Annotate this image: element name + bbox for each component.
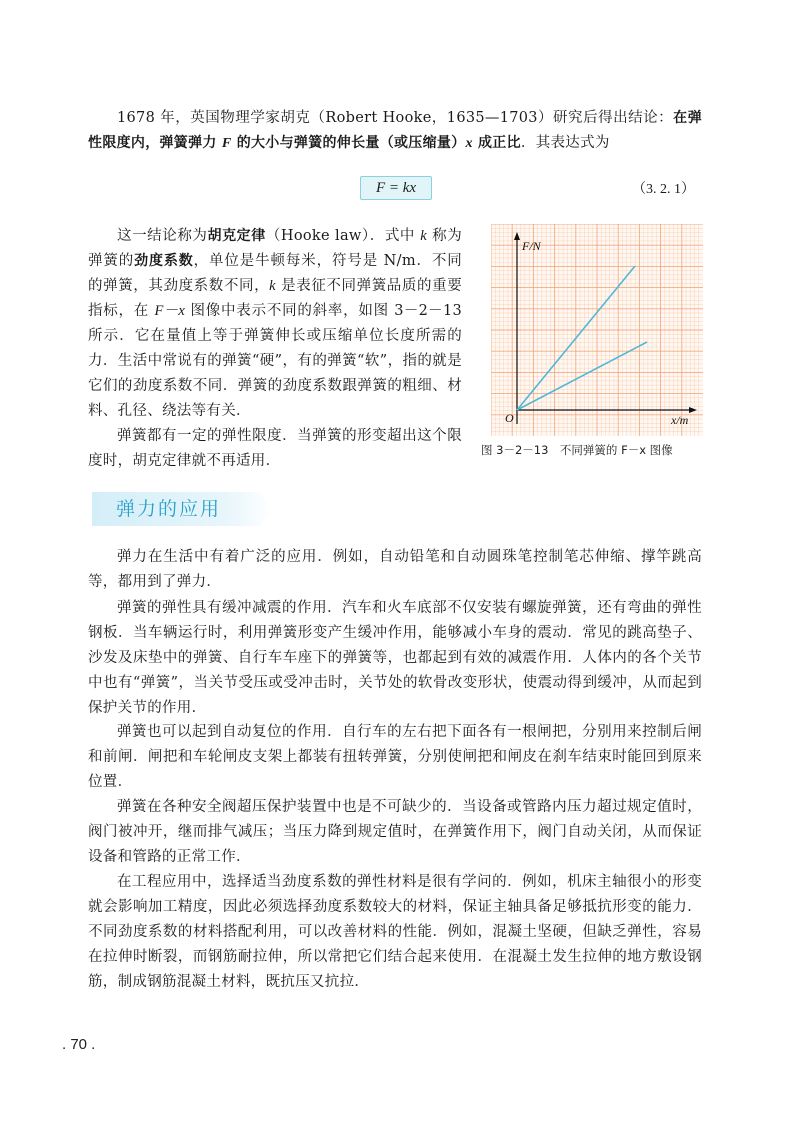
body-paragraph: 弹簧的弹性具有缓冲减震的作用．汽车和火车底部不仅安装有螺旋弹簧，还有弯曲的弹性钢板．当车辆运行时，利用弹簧形变产生缓冲作用，能够减小车身的震动．常见的跳高垫子、沙发及床垫中的弹簧、自行车车座下的弹簧等，也都起到有效的减震作用．人体内的各个关节中也有“弹簧”，当关节受压或受冲击时，关节处的软骨改变形状，使震动得到缓冲，从而起到保护关节的作用． xyxy=(88,600,702,716)
intro-text: ．其表达式为 xyxy=(520,135,610,151)
term-hooke-law: 胡克定律 xyxy=(207,228,266,244)
page-number: . 70 . xyxy=(62,1036,96,1053)
elastic-limit-paragraph xyxy=(88,424,462,474)
body-paragraph: 弹簧也可以起到自动复位的作用．自行车的左右把下面各有一根闸把，分别用来控制后闸和前闸．闸把和车轮闸皮支架上都装有扭转弹簧，分别使闸把和闸皮在刹车结束时能回到原来位置． xyxy=(88,724,702,790)
text: 图像中表示不同的斜率，如图 3－2－13所示．它在量值上等于弹簧伸长或压缩单位长度所需的力．生活中常说有的弹簧“硬”，有的弹簧“软”，指的就是它们的劲度系数不同．弹簧的劲度系数跟弹簧的粗细、材料、孔径、绕法等有关． xyxy=(88,303,463,419)
x-axis-label: x/m xyxy=(671,413,689,427)
body-paragraph: 在工程应用中，选择适当劲度系数的弹性材料是很有学问的．例如，机床主轴很小的形变就会影响加工精度，因此必须选择劲度系数较大的材料，保证主轴具备足够抵抗形变的能力．不同劲度系数的材料搭配利用，可以改善材料的性能．例如，混凝土坚硬，但缺乏弹性，容易在拉伸时断裂，而钢筋耐拉伸，所以常把它们结合起来使用．在混凝土发生拉伸的地方敷设钢筋，制成钢筋混凝土材料，既抗压又抗拉． xyxy=(88,874,702,990)
formula-text: F = kx xyxy=(375,180,417,196)
intro-paragraph xyxy=(88,106,702,156)
text: 是表征不同弹簧品质的重要指标，在 xyxy=(88,278,462,319)
text: ，单位是牛顿每米，符号是 N/m．不同的弹簧，其劲度系数不同， xyxy=(88,253,463,294)
hooke-law-paragraph xyxy=(88,224,462,424)
fx-label: F－x xyxy=(154,303,186,319)
formula-number: （3. 2. 1） xyxy=(632,182,695,197)
text: （Hooke law）．式中 xyxy=(265,228,421,244)
text: 称为弹簧的 xyxy=(88,228,463,269)
origin-label: O xyxy=(505,411,514,425)
intro-bold-text: 限度内，弹簧弹力 xyxy=(102,135,222,151)
intro-text: 1678 年，英国物理学家胡克（Robert Hooke，1635—1703）研究后得出结论： xyxy=(117,110,674,126)
body-paragraph: 弹簧在各种安全阀超压保护装置中也是不可缺少的．当设备或管路内压力超过规定值时，阀门被冲开，继而排气减压；当压力降到规定值时，在弹簧作用下，阀门自动关闭，从而保证设备和管路的正常工作． xyxy=(88,799,702,865)
text: 这一结论称为 xyxy=(117,228,208,244)
body-paragraph: 弹力在生活中有着广泛的应用．例如，自动铅笔和自动圆珠笔控制笔芯伸缩、撑竿跳高等，都用到了弹力． xyxy=(88,549,702,590)
intro-bold-text: 在弹性 xyxy=(88,110,702,151)
graph-paper-grid xyxy=(491,224,703,436)
displacement-variable: x xyxy=(465,136,473,151)
figure-caption: 图 3－2－13 不同弹簧的 F－x 图像 xyxy=(481,443,673,457)
text: 弹簧都有一定的弹性限度．当弹簧的形变超出这个限度时，胡克定律就不再适用． xyxy=(88,428,462,469)
intro-bold-text: 成正比 xyxy=(472,135,521,151)
y-axis-label: F/N xyxy=(522,239,541,253)
term-stiffness: 劲度系数 xyxy=(134,253,194,269)
formula-box xyxy=(360,176,432,200)
k-variable: k xyxy=(420,228,427,244)
section-title: 弹力的应用 xyxy=(116,498,222,520)
force-variable: F xyxy=(221,136,232,151)
fx-graph-figure xyxy=(491,224,703,436)
k-variable: k xyxy=(269,278,276,294)
intro-bold-text: 的大小与弹簧的伸长量（或压缩量） xyxy=(231,135,466,151)
